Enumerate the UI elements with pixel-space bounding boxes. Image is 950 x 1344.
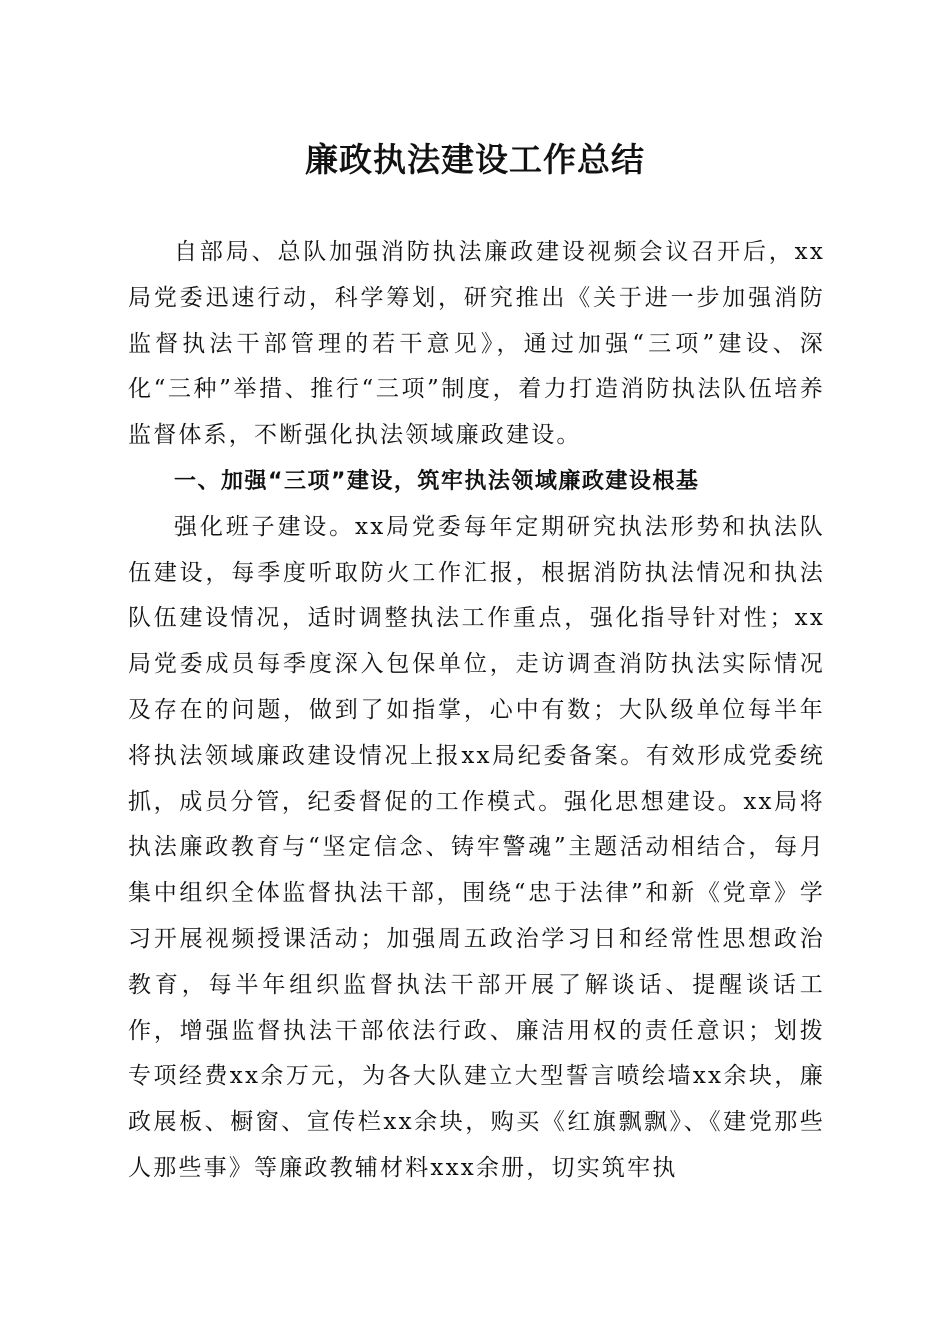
document-title: 廉政执法建设工作总结 xyxy=(305,140,645,179)
intro-paragraph: 自部局、总队加强消防执法廉政建设视频会议召开后，xx局党委迅速行动，科学筹划，研究推出《关于进一步加强消防监督执法干部管理的若干意见》，通过加强“三项”建设、深化“三种”举措、推行“三项”制度，着力打造消防执法队伍培养监督体系，不断强化执法领域廉政建设。 xyxy=(128,239,825,449)
section-heading: 一、加强“三项”建设，筑牢执法领域廉政建设根基 xyxy=(174,468,700,494)
document-body xyxy=(128,230,825,1192)
section-paragraph: 强化班子建设。xx局党委每年定期研究执法形势和执法队伍建设，每季度听取防火工作汇报，根据消防执法情况和执法队伍建设情况，适时调整执法工作重点，强化指导针对性；xx局党委成员每季度深入包保单位，走访调查消防执法实际情况及存在的问题，做到了如指掌，心中有数；大队级单位每半年将执法领域廉政建设情况上报xx局纪委备案。有效形成党委统抓，成员分管，纪委督促的工作模式。强化思想建设。xx局将执法廉政教育与“坚定信念、铸牢警魂”主题活动相结合，每月集中组织全体监督执法干部，围绕“忠于法律”和新《党章》学习开展视频授课活动；加强周五政治学习日和经常性思想政治教育，每半年组织监督执法干部开展了解谈话、提醒谈话工作，增强监督执法干部依法行政、廉洁用权的责任意识；划拨专项经费xx余万元，为各大队建立大型誓言喷绘墙xx余块，廉政展板、橱窗、宣传栏xx余块，购买《红旗飘飘》、《建党那些人那些事》等廉政教辅材料xxx余册，切实筑牢执 xyxy=(128,513,825,1181)
